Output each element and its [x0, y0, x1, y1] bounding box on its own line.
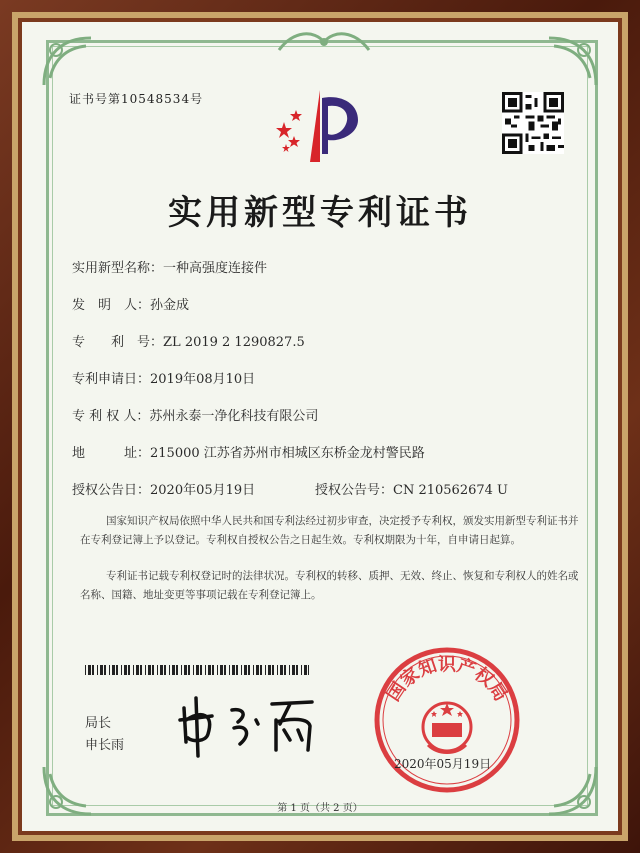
field-value: ZL 2019 2 1290827.5 — [163, 335, 305, 350]
certificate-paper — [22, 22, 618, 831]
field-filing-date — [72, 368, 255, 387]
qr-code-icon — [502, 92, 564, 154]
handwritten-signature-icon — [172, 690, 322, 760]
field-label: 授权公告号： — [315, 483, 394, 498]
official-seal-icon — [372, 645, 522, 795]
field-label: 地 址： — [72, 446, 151, 461]
signature-title: 局长 — [85, 716, 112, 731]
field-address — [72, 442, 425, 461]
field-label: 实用新型名称： — [72, 261, 164, 276]
field-inventor — [72, 294, 189, 313]
certificate-number: 证书号第10548534号 — [69, 92, 204, 106]
svg-text:国家知识产权局 — [383, 653, 511, 705]
field-value: 苏州永泰一净化科技有限公司 — [149, 409, 319, 424]
certificate-title: 实用新型专利证书 — [168, 193, 472, 233]
field-label: 专 利 号： — [72, 335, 164, 350]
field-label: 专 利 权 人： — [72, 409, 150, 424]
seal-text: 国家知识产权局 — [382, 654, 512, 706]
field-utility-model-name — [72, 257, 267, 276]
signature-name: 申长雨 — [85, 738, 125, 753]
paragraph-2: 专利证书记载专利权登记时的法律状况。专利权的转移、质押、无效、终止、恢复和专利权人的姓名或名称、国籍、地址变更等事项记载在专利登记簿上。 — [80, 570, 579, 601]
field-label: 授权公告日： — [72, 483, 151, 498]
field-patent-number — [72, 331, 305, 350]
seal-date: 2020年05月19日 — [394, 757, 492, 771]
field-value: 一种高强度连接件 — [163, 261, 268, 276]
certificate-content — [22, 22, 618, 831]
page-footer: 第 1 页（共 2 页） — [277, 803, 363, 814]
field-value: 2020年05月19日 — [150, 483, 256, 498]
field-value: 孙金成 — [150, 298, 190, 313]
field-grant-date — [72, 479, 255, 498]
barcode-icon — [85, 665, 309, 675]
paragraph-1: 国家知识产权局依照中华人民共和国专利法经过初步审查，决定授予专利权，颁发实用新型专利证书并在专利登记簿上予以登记。专利权自授权公告之日起生效。专利权期限为十年，自申请日起算。 — [80, 515, 579, 546]
field-label: 发 明 人： — [72, 298, 151, 313]
field-value: 2019年08月10日 — [150, 372, 256, 387]
cnipa-logo-icon — [274, 84, 366, 166]
field-patentee — [72, 405, 318, 424]
field-label: 专利申请日： — [72, 372, 151, 387]
field-grant-number — [315, 479, 508, 498]
field-value: CN 210562674 U — [393, 483, 508, 498]
field-value: 215000 江苏省苏州市相城区东桥金龙村警民路 — [150, 446, 425, 461]
